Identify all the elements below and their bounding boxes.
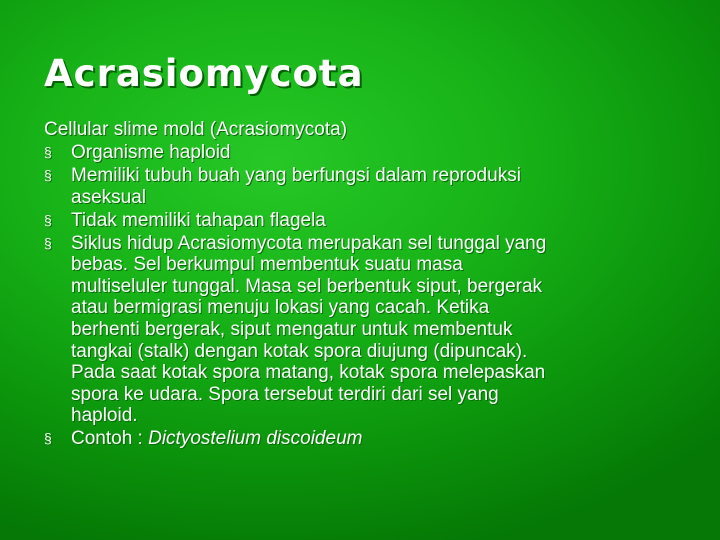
bullet-item xyxy=(44,233,684,427)
species-name: Dictyostelium discoideum xyxy=(148,428,363,450)
bullet-item xyxy=(44,210,684,232)
bullet-item xyxy=(44,428,684,450)
bullet-text-line: tangkai (stalk) dengan kotak spora diujung (dipuncak). xyxy=(71,340,528,362)
slide-body xyxy=(44,119,684,451)
bullet-item xyxy=(44,165,684,208)
bullet-text-line: Siklus hidup Acrasiomycota merupakan sel tunggal yang xyxy=(71,232,547,254)
bullet-text: Tidak memiliki tahapan flagela xyxy=(71,209,326,231)
bullet-marker-icon: § xyxy=(44,166,52,183)
example-prefix: Contoh : xyxy=(71,428,149,450)
intro-text: Cellular slime mold (Acrasiomycota) xyxy=(44,119,348,140)
bullet-list xyxy=(44,142,684,450)
bullet-item xyxy=(44,142,684,164)
bullet-text-line: Pada saat kotak spora matang, kotak spora melepaskan xyxy=(71,362,546,384)
bullet-text-line: atau bermigrasi menuju lokasi yang cacah. Ketika xyxy=(71,297,490,319)
bullet-marker-icon: § xyxy=(44,211,52,228)
bullet-marker-icon: § xyxy=(44,430,52,447)
bullet-text-line: multiseluler tunggal. Masa sel berbentuk siput, bergerak xyxy=(71,275,543,297)
bullet-marker-icon: § xyxy=(44,143,52,160)
example-line xyxy=(71,428,684,450)
bullet-marker-icon: § xyxy=(44,234,52,251)
bullet-text-line: haploid. xyxy=(71,405,138,427)
bullet-text: Organisme haploid xyxy=(71,141,231,163)
bullet-text-line: bebas. Sel berkumpul membentuk suatu masa xyxy=(71,254,463,276)
bullet-text-line: spora ke udara. Spora tersebut terdiri dari sel yang xyxy=(71,383,499,405)
slide-title: Acrasiomycota xyxy=(44,52,364,95)
bullet-text-line: berhenti bergerak, siput mengatur untuk membentuk xyxy=(71,318,513,340)
bullet-text-line: aseksual xyxy=(71,186,146,208)
bullet-text-line: Memiliki tubuh buah yang berfungsi dalam reproduksi xyxy=(71,164,521,186)
